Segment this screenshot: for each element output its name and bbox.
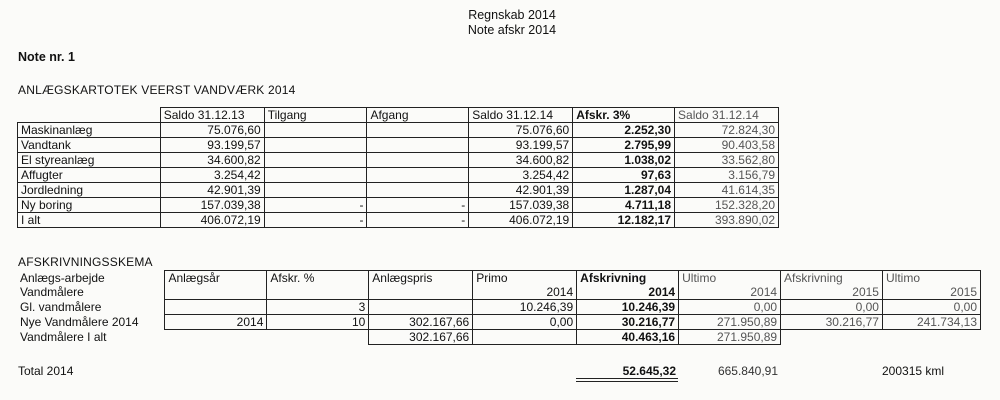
document-title: Regnskab 2014 [468,8,556,22]
cell: 75.076,60 [160,123,264,138]
cell [264,138,367,153]
cell [367,138,469,153]
double-underline [576,381,678,382]
cell: 93.199,57 [469,138,573,153]
cell: 406.072,19 [469,213,573,228]
total-afskrivning: 52.645,32 [622,364,676,378]
cell [264,123,367,138]
header-cell: Afskr. % [267,271,369,286]
cell: 93.199,57 [160,138,264,153]
row-label: El styreanlæg [18,153,161,168]
cell [264,183,367,198]
asset-register-title: ANLÆGSKARTOTEK VEERST VANDVÆRK 2014 [18,83,296,97]
header-cell: 2015 [781,285,883,300]
cell: 72.824,30 [675,123,779,138]
cell [367,123,469,138]
cell [369,300,473,315]
cell: 302.167,66 [369,330,473,345]
cell: 0,00 [473,315,577,330]
cell: 1.038,02 [573,153,675,168]
table-row [18,123,779,138]
header-cell [18,108,161,123]
cell: 33.562,80 [675,153,779,168]
cell: 157.039,38 [469,198,573,213]
cell: 0,00 [781,300,883,315]
header-cell: Afskrivning [577,271,679,286]
cell: 406.072,19 [160,213,264,228]
row-label: Nye Vandmålere 2014 [20,315,139,329]
header-cell: Saldo 31.12.14 [675,108,779,123]
cell: 152.328,20 [675,198,779,213]
cell [367,183,469,198]
header-cell: 2014 [473,285,577,300]
cell: 2014 [165,315,267,330]
cell: 0,00 [882,300,980,315]
total-ultimo: 665.840,91 [717,364,778,378]
cell [165,330,267,345]
header-cell: Ultimo [679,271,781,286]
table-row [18,183,779,198]
header-cell: Vandmålere [20,285,84,300]
header-cell: 2014 [577,285,679,300]
row-label: I alt [18,213,161,228]
header-cell: Anlægsår [165,271,267,286]
cell: 41.614,35 [675,183,779,198]
cell: 271.950,89 [679,330,781,345]
cell [264,168,367,183]
cell: 0,00 [679,300,781,315]
header-cell: Primo [473,271,577,286]
cell: 157.039,38 [160,198,264,213]
table-row [18,138,779,153]
cell: - [367,213,469,228]
cell [267,330,369,345]
cell: 10 [267,315,369,330]
table-row [17,315,981,330]
cell: 393.890,02 [675,213,779,228]
row-label: Maskinanlæg [18,123,161,138]
asset-register-table [17,107,779,228]
cell: 2.252,30 [573,123,675,138]
cell: 271.950,89 [679,315,781,330]
row-label: Gl. vandmålere [20,300,102,314]
cell: - [264,198,367,213]
cell: 34.600,82 [469,153,573,168]
header-cell: Anlægs-arbejde [20,270,105,285]
cell: 3.254,42 [160,168,264,183]
cell: 40.463,16 [577,330,679,345]
depreciation-title: AFSKRIVNINGSSKEMA [18,255,153,269]
cell: 3.254,42 [469,168,573,183]
cell: 10.246,39 [473,300,577,315]
table-row [18,153,779,168]
cell [367,168,469,183]
header-cell [369,285,473,300]
total-label: Total 2014 [18,364,74,378]
cell [367,153,469,168]
document-subtitle: Note afskr 2014 [467,23,557,37]
cell: 10.246,39 [577,300,679,315]
cell: - [367,198,469,213]
cell: - [264,213,367,228]
header-cell: Afskrivning [781,271,883,286]
row-label: Jordledning [18,183,161,198]
table-header-row [17,285,981,300]
header-cell [165,285,267,300]
row-label: Vandmålere I alt [20,330,107,344]
cell: 42.901,39 [469,183,573,198]
table-header-row [17,271,981,286]
cell [781,330,883,345]
header-cell: Saldo 31.12.13 [160,108,264,123]
cell: 2.795,99 [573,138,675,153]
cell: 30.216,77 [577,315,679,330]
header-cell: Saldo 31.12.14 [469,108,573,123]
table-total-row [18,213,779,228]
header-cell [267,285,369,300]
cell: 97,63 [573,168,675,183]
cell [473,330,577,345]
header-cell: 2014 [679,285,781,300]
row-label: Ny boring [18,198,161,213]
table-total-row [17,330,981,345]
cell: 90.403,58 [675,138,779,153]
double-underline [576,378,678,379]
header-cell: 2015 [882,285,980,300]
signature-note: 200315 kml [882,364,945,378]
cell: 12.182,17 [573,213,675,228]
row-label: Vandtank [18,138,161,153]
cell: 75.076,60 [469,123,573,138]
cell: 3 [267,300,369,315]
depreciation-table [17,270,981,345]
cell: 30.216,77 [781,315,883,330]
table-row [17,300,981,315]
cell [882,330,980,345]
note-label: Note nr. 1 [18,50,75,64]
table-header-row [18,108,779,123]
cell: 42.901,39 [160,183,264,198]
cell: 302.167,66 [369,315,473,330]
header-cell: Afskr. 3% [573,108,675,123]
cell: 1.287,04 [573,183,675,198]
header-cell: Anlægspris [369,271,473,286]
cell [264,153,367,168]
cell: 34.600,82 [160,153,264,168]
cell: 3.156,79 [675,168,779,183]
header-cell: Tilgang [264,108,367,123]
header-cell: Afgang [367,108,469,123]
cell: 4.711,18 [573,198,675,213]
cell: 241.734,13 [882,315,980,330]
table-row [18,198,779,213]
header-cell: Ultimo [882,271,980,286]
table-row [18,168,779,183]
row-label: Affugter [18,168,161,183]
cell [165,300,267,315]
